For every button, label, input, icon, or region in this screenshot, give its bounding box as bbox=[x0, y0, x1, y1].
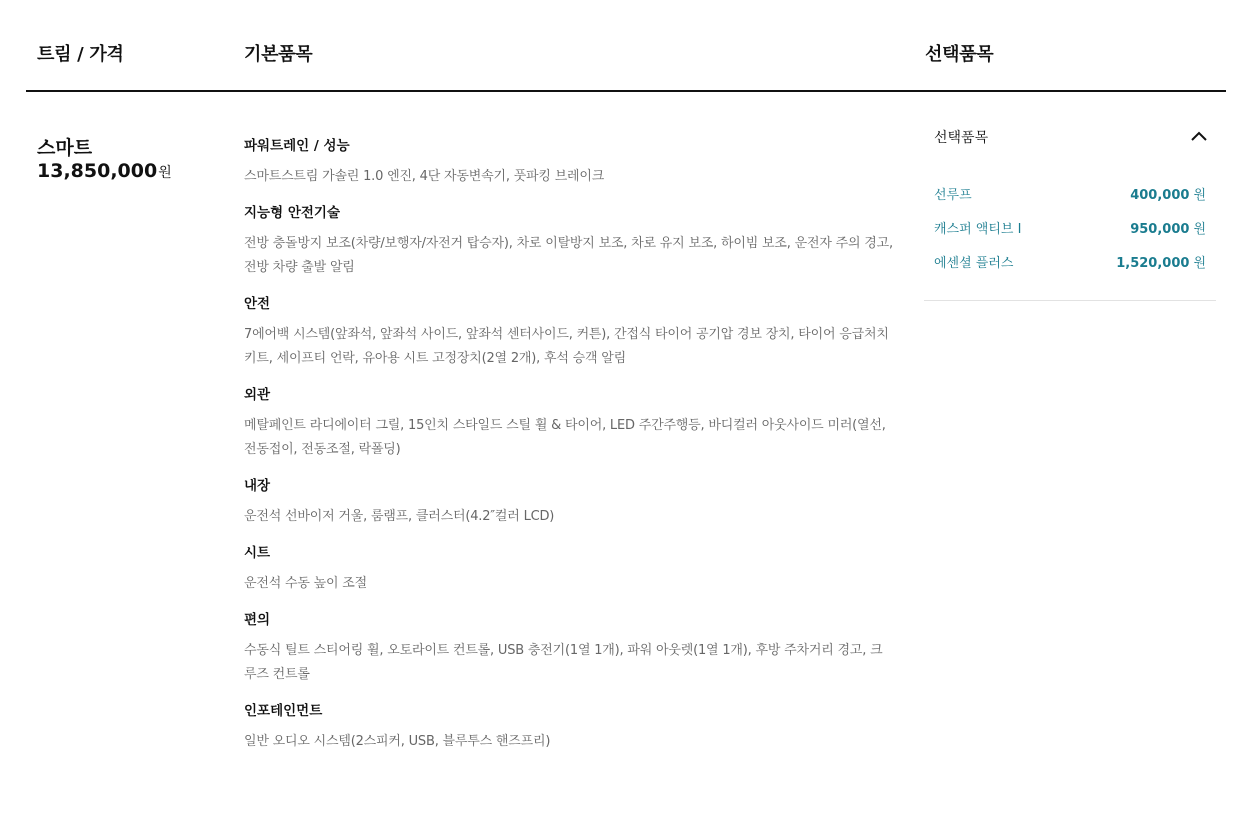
category-title: 편의 bbox=[244, 612, 271, 628]
option-price-unit: 원 bbox=[1193, 255, 1206, 271]
optional-items-divider bbox=[924, 300, 1216, 301]
optional-items-list bbox=[924, 176, 1216, 278]
option-name[interactable]: 에센셜 플러스 bbox=[934, 255, 1014, 271]
category-smart-safety bbox=[244, 203, 894, 280]
category-description: 메탈페인트 라디에이터 그릴, 15인치 스타일드 스틸 휠 & 타이어, LED 주간주행등, 바디컬러 아웃사이드 미러(열선, 전동접이, 전동조절, 락폴딩) bbox=[244, 418, 886, 457]
option-price bbox=[1130, 184, 1206, 203]
category-title: 시트 bbox=[244, 545, 271, 561]
trim-price-value: 13,850,000 bbox=[37, 160, 158, 182]
option-name[interactable]: 선루프 bbox=[934, 187, 972, 203]
category-title: 지능형 안전기술 bbox=[244, 205, 340, 221]
category-exterior bbox=[244, 385, 894, 462]
category-description: 전방 충돌방지 보조(차량/보행자/자전거 탑승자), 차로 이탈방지 보조, 차로 유지 보조, 하이빔 보조, 운전자 주의 경고, 전방 차량 출발 알림 bbox=[244, 236, 893, 275]
category-title: 인포테인먼트 bbox=[244, 703, 323, 719]
category-description: 7에어백 시스템(앞좌석, 앞좌석 사이드, 앞좌석 센터사이드, 커튼), 간접식 타이어 공기압 경보 장치, 타이어 응급처치 키트, 세이프티 언락, 유아용 시트 고정장치(2열 2개), 후석 승객 알림 bbox=[244, 327, 889, 366]
category-title: 내장 bbox=[244, 478, 271, 494]
optional-items-toggle[interactable] bbox=[924, 120, 1216, 154]
option-price bbox=[1116, 252, 1206, 271]
trim-price-unit: 원 bbox=[158, 165, 172, 181]
category-interior bbox=[244, 476, 894, 529]
category-description: 스마트스트림 가솔린 1.0 엔진, 4단 자동변속기, 풋파킹 브레이크 bbox=[244, 169, 605, 184]
option-price bbox=[1130, 218, 1206, 237]
category-description: 운전석 선바이저 거울, 룸램프, 클러스터(4.2″컬러 LCD) bbox=[244, 509, 555, 524]
column-header-optional-items: 선택품목 bbox=[925, 44, 994, 65]
category-title: 외관 bbox=[244, 387, 271, 403]
column-header-basic-items: 기본품목 bbox=[244, 44, 313, 65]
chevron-up-icon[interactable] bbox=[1190, 128, 1208, 146]
option-price-value: 1,520,000 bbox=[1116, 255, 1190, 271]
category-safety bbox=[244, 294, 894, 371]
category-infotainment bbox=[244, 701, 894, 754]
option-price-value: 400,000 bbox=[1130, 187, 1190, 203]
option-item-essential-plus[interactable] bbox=[934, 244, 1206, 278]
category-description: 운전석 수동 높이 조절 bbox=[244, 576, 368, 591]
category-convenience bbox=[244, 610, 894, 687]
option-name[interactable]: 캐스퍼 액티브 Ⅰ bbox=[934, 221, 1022, 237]
category-description: 일반 오디오 시스템(2스피커, USB, 블루투스 핸즈프리) bbox=[244, 734, 551, 749]
option-price-value: 950,000 bbox=[1130, 221, 1190, 237]
basic-items-list bbox=[244, 136, 894, 768]
header-divider bbox=[26, 90, 1226, 92]
column-header-trim-price: 트림 / 가격 bbox=[37, 44, 124, 65]
category-seat bbox=[244, 543, 894, 596]
category-title: 파워트레인 / 성능 bbox=[244, 138, 350, 154]
optional-items-panel bbox=[924, 120, 1216, 301]
option-item-casper-active-1[interactable] bbox=[934, 210, 1206, 244]
option-price-unit: 원 bbox=[1193, 187, 1206, 203]
trim-name: 스마트 bbox=[37, 137, 93, 159]
category-powertrain bbox=[244, 136, 894, 189]
option-price-unit: 원 bbox=[1193, 221, 1206, 237]
category-title: 안전 bbox=[244, 296, 271, 312]
trim-price bbox=[37, 160, 172, 182]
category-description: 수동식 틸트 스티어링 휠, 오토라이트 컨트롤, USB 충전기(1열 1개), 파워 아웃렛(1열 1개), 후방 주차거리 경고, 크루즈 컨트롤 bbox=[244, 643, 883, 682]
optional-items-title: 선택품목 bbox=[934, 130, 989, 146]
option-item-sunroof[interactable] bbox=[934, 176, 1206, 210]
